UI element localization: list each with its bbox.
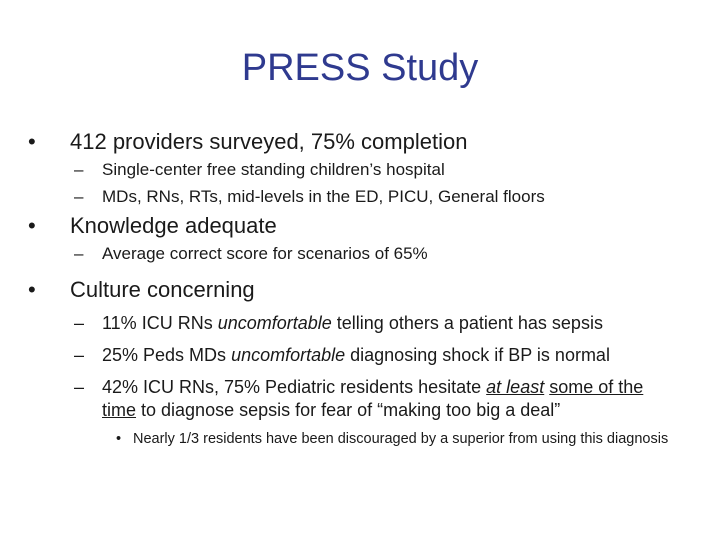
bullet-text: 412 providers surveyed, 75% completion [70, 129, 468, 154]
dash-marker: – [74, 313, 85, 333]
sub-bullet-text: 42% ICU RNs, 75% Pediatric residents hesitate at least some of the time to diagnose sepsis for fear of “making too big a deal” [102, 377, 644, 420]
bullet-marker: • [116, 431, 122, 447]
bullet-marker: • [28, 213, 36, 238]
dash-marker: – [74, 377, 85, 397]
underlined-emphasis: at least [486, 377, 545, 397]
bullet-text: Culture concerning [70, 277, 255, 302]
dash-marker: – [74, 187, 84, 206]
bullet-marker: • [28, 129, 36, 154]
emphasis: uncomfortable [231, 345, 346, 365]
slide-title: PRESS Study [241, 47, 479, 89]
sub-bullet-text: Average correct score for scenarios of 65% [102, 244, 428, 263]
underlined-text: some of the time [102, 377, 644, 420]
sub-sub-bullet-text: Nearly 1/3 residents have been discouraged by a superior from using this diagnosis [133, 431, 669, 447]
dash-marker: – [74, 160, 84, 179]
dash-marker: – [74, 345, 85, 365]
bullet-text: Knowledge adequate [70, 213, 277, 238]
dash-marker: – [74, 244, 84, 263]
sub-bullet-text: 25% Peds MDs uncomfortable diagnosing shock if BP is normal [102, 345, 610, 365]
bullet-marker: • [28, 277, 36, 302]
sub-bullet-text: 11% ICU RNs uncomfortable telling others a patient has sepsis [102, 313, 603, 333]
sub-bullet-text: Single-center free standing children’s hospital [102, 160, 445, 179]
emphasis: uncomfortable [217, 313, 332, 333]
sub-bullet-text: MDs, RNs, RTs, mid-levels in the ED, PICU, General floors [102, 187, 545, 206]
